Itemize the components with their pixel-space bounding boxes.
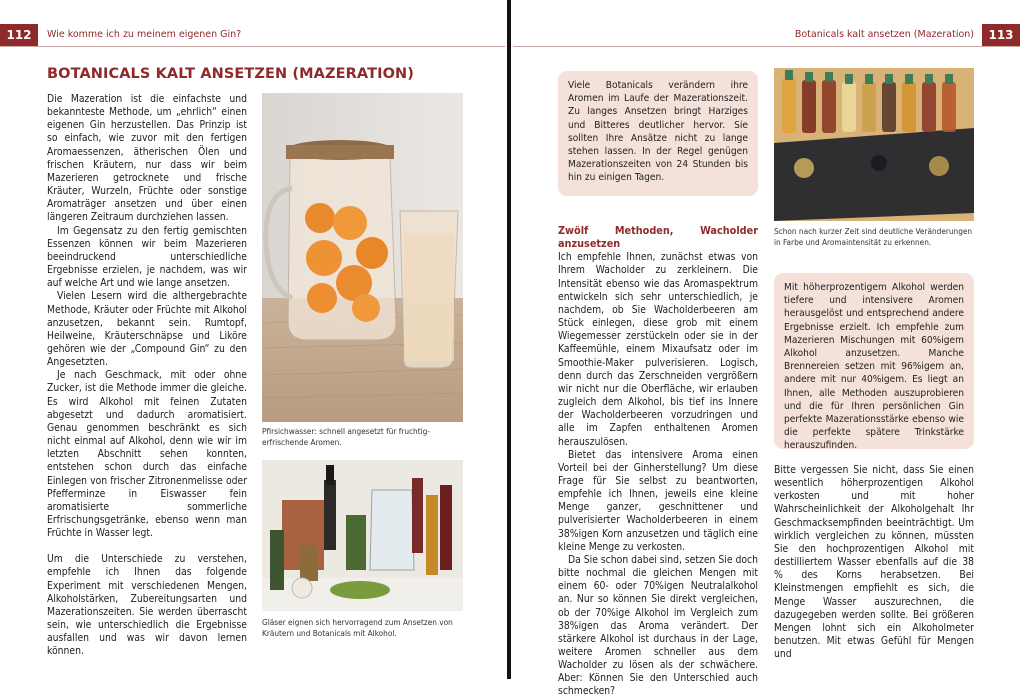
running-head-right: Botanicals kalt ansetzen (Mazeration): [794, 29, 974, 40]
body-paragraph: Im Gegensatz zu den fertig gemischten Essenzen können wir beim Mazerieren beeindruckend unterschiedliche Ergebnisse erzielen, je nachdem, was wir auf welche Art und wie lange ansetzen.: [47, 224, 247, 290]
left-text-column: [47, 93, 247, 659]
photo-caption: Pfirsichwasser: schnell angesetzt für fruchtig-erfrischende Aromen.: [262, 426, 430, 447]
header-rule-left: [0, 46, 505, 47]
subheading: Zwölf Methoden, Wacholder anzusetzen: [558, 224, 758, 251]
middle-text-column: [558, 224, 758, 699]
body-paragraph: Ich empfehle Ihnen, zunächst etwas von Ihrem Wacholder zu zerkleinern. Die Intensität ebenso wie das Aromaspektrum entwickeln sich sehr unterschiedlich, je nachdem, ob Sie Wacholderbeeren am Stück einlegen, diese grob mit einem Wiegemesser zerstückeln oder sie in der Kaffeemühle, einem Mixaufsatz oder im Smoothie-Maker pulverisieren. Logisch, denn durch das Zerschneiden vergrößern wir nicht nur die Oberfläche, wir erlauben zugleich dem Alkohol, bis tief ins Innere der Wacholderbeeren vorzudringen und alle im Zapfen enthaltenen Aromen herauszulösen.: [558, 251, 758, 448]
right-text-column: [774, 464, 974, 661]
info-box: Mit höherprozentigem Alkohol werden tiefere und intensivere Aromen herausgelöst und entsprechend andere Ergebnisse erzielt. Ich empfehle zum Mazerieren Mischungen mit 60%igem Alkohol anzusetzen. Manche Brennereien setzen mit 96%igem an, andere mit nur 40%igem. Es liegt an Ihnen, alle Methoden auszuprobieren und die für Ihren persönlichen Gin perfekte Mazerationsstärke ebenso wie die perfekte spätere Trinkstärke herauszufinden.: [774, 273, 974, 449]
info-box: Viele Botanicals verändern ihre Aromen im Laufe der Mazerationszeit. Zu langes Ansetzen bringt Harziges und Bitteres deutlicher hervor. Sie sollten Ihre Ansätze nicht zu lange stehen lassen. In der Regel genügen Mazerationszeiten von 24 Stunden bis hin zu einigen Tagen.: [558, 71, 758, 196]
body-paragraph: Die Mazeration ist die einfachste und bekannteste Methode, um „ehrlich“ einen eigenen Gin herzustellen. Das Prinzip ist so einfach, wie zuvor mit den fertigen Aromaessenzen, ätherischen Ölen und frischen Kräutern, nur dass wir beim Mazerieren getrocknete und frische Kräuter, Wurzeln, Früchte oder sonstige Aromaträger ansetzen und über einen längeren Zeitraum durchziehen lassen.: [47, 93, 247, 224]
page-number-right: 113: [982, 24, 1020, 46]
page-number-left: 112: [0, 24, 38, 46]
body-paragraph: Vielen Lesern wird die althergebrachte Methode, Kräuter oder Früchte mit Alkohol anzusetzen, bekannt sein. Rumtopf, Heilweine, Kräuterschnäpse und Liköre gehören wie der „Compound Gin“ zu den Angesetzten.: [47, 290, 247, 369]
peach-water-jar-photo: [262, 93, 463, 422]
section-title: BOTANICALS KALT ANSETZEN (MAZERATION): [47, 66, 414, 82]
gin-bottles-photo: [774, 68, 974, 221]
header-rule-right: [513, 46, 1020, 47]
body-paragraph: Da Sie schon dabei sind, setzen Sie doch bitte nochmal die gleichen Mengen mit einem 60- oder 70%igen Neutralalkohol an. Nur so können Sie direkt vergleichen, ob der 70%ige Alkohol im Vergleich zum 38%igen das Aroma verändert. Der stärkere Alkohol ist durchaus in der Lage, weitere Aromen schneller aus dem Wacholder zu lösen als der schwächere. Aber: Können Sie den Unterschied auch schmecken?: [558, 553, 758, 698]
photo-caption: Schon nach kurzer Zeit sind deutliche Veränderungen in Farbe und Aromaintensität zu erkennen.: [774, 226, 973, 247]
body-paragraph: Bietet das intensivere Aroma einen Vorteil bei der Ginherstellung? Um diese Frage für Sie selbst zu beantworten, empfehle ich Ihnen, jeweils eine kleine Menge ganzer, geschnittener und pulverisierter Wacholderbeeren in einem 38%igen Korn anzusetzen und täglich eine kleine Menge zu verkosten.: [558, 448, 758, 553]
body-paragraph: Um die Unterschiede zu verstehen, empfehle ich Ihnen das folgende Experiment mit verschiedenen Mengen, Alkoholstärken, Zubereitungsarten und Mazerationszeiten. Sie werden überrascht sein, wie unterschiedlich die Ergebnisse ausfallen und was wir davon lernen können.: [47, 553, 247, 658]
photo-caption: Gläser eignen sich hervorragend zum Ansetzen von Kräutern und Botanicals mit Alkohol.: [262, 617, 453, 638]
running-head-left: Wie komme ich zu meinem eigenen Gin?: [47, 29, 242, 40]
herb-jars-photo: [262, 460, 463, 611]
body-paragraph: Je nach Geschmack, mit oder ohne Zucker, ist die Methode immer die gleiche. Es wird Alkohol mit feinen Zutaten abgesetzt und dadurch aromatisiert. Genau genommen beschränkt es sich nicht einmal auf Alkohol, denn wie wir im letzten Abschnitt sehen konnten, entstehen schon durch das einfache Einlegen von frischer Zitronenmelisse oder Pfefferminze in Eiswasser fein aromatisierte sommerliche Erfrischungsgetränke, ebenso wenn man Früchte in Wasser legt.: [47, 369, 247, 540]
book-gutter: [507, 0, 511, 679]
body-paragraph: Bitte vergessen Sie nicht, dass Sie einen wesentlich höherprozentigen Alkohol verkosten und mit hoher Wahrscheinlichkeit der Alkoholgehalt Ihr Geschmacksempfinden beeinträchtigt. Um wirklich vergleichen zu können, müssten Sie den hochprozentigen Alkohol mit destilliertem Wasser ebenfalls auf die 38 % des Korns herabsetzen. Bei Kleinstmengen empfiehlt es sich, die Menge Wasser auszurechnen, die dazugegeben werden sollte. Bei größeren Mengen lohnt sich ein Alkoholmeter benutzen. Mit etwas Gefühl für Mengen und: [774, 464, 974, 661]
